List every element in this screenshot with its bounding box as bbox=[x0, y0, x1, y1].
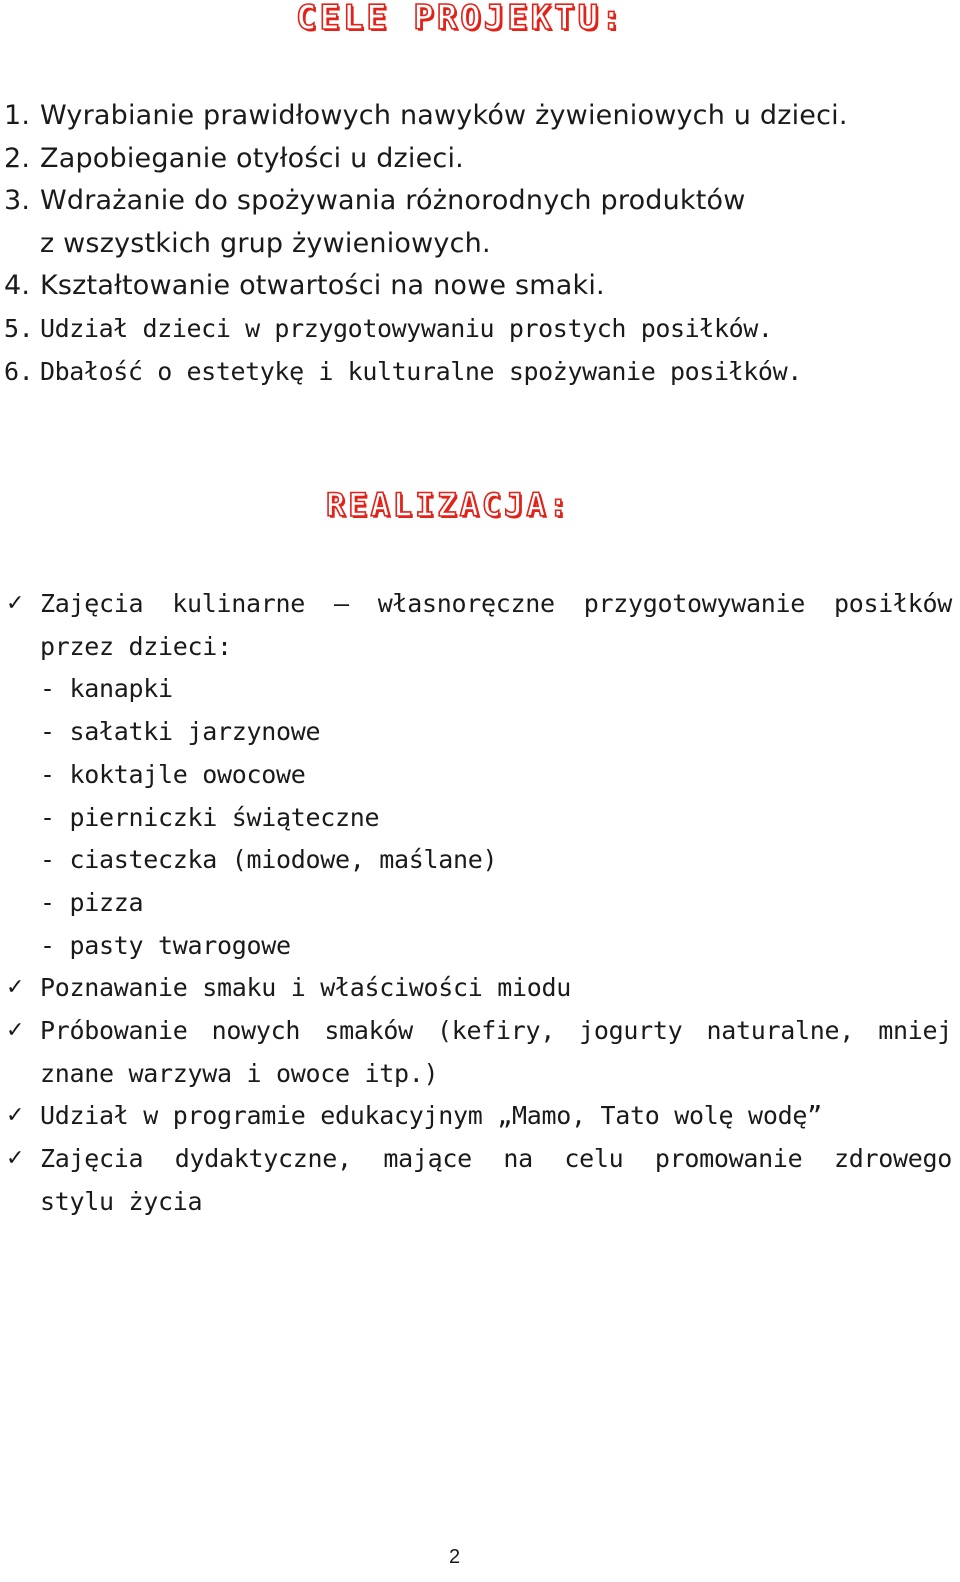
goal-text: Wyrabianie prawidłowych nawyków żywieniowych u dzieci. bbox=[40, 100, 848, 131]
goal-item bbox=[0, 351, 848, 394]
word: Zajęcia bbox=[40, 1144, 144, 1174]
word: Próbowanie bbox=[40, 1016, 188, 1046]
goal-number: 6. bbox=[4, 356, 34, 386]
sub-item: - kanapki bbox=[40, 674, 173, 704]
goal-number bbox=[0, 223, 40, 266]
goal-item bbox=[0, 95, 848, 138]
word: jogurty bbox=[579, 1016, 683, 1046]
realization-item bbox=[0, 967, 952, 1010]
sub-item: - pasty twarogowe bbox=[40, 930, 291, 960]
goal-item bbox=[0, 180, 848, 223]
goal-number: 3. bbox=[4, 185, 31, 217]
page-number: 2 bbox=[449, 1546, 461, 1568]
check-icon: ✓ bbox=[6, 1146, 25, 1172]
realization-heading: REALIZACJA: bbox=[326, 486, 571, 524]
goal-text: Wdrażanie do spożywania różnorodnych produktów bbox=[40, 185, 746, 217]
sub-item: - pizza bbox=[40, 887, 144, 917]
realization-item bbox=[0, 1095, 952, 1138]
item-text bbox=[40, 1138, 952, 1181]
word: celu bbox=[564, 1144, 624, 1174]
goal-number: 2. bbox=[4, 142, 31, 174]
check-icon: ✓ bbox=[6, 1018, 25, 1044]
check-icon: ✓ bbox=[6, 1103, 25, 1129]
goal-text: Kształtowanie otwartości na nowe smaki. bbox=[40, 270, 605, 302]
item-text bbox=[40, 1010, 952, 1053]
item-text: Poznawanie smaku i właściwości miodu bbox=[40, 973, 572, 1003]
realization-item bbox=[0, 1010, 952, 1095]
goal-item bbox=[0, 308, 848, 351]
word: Zajęcia bbox=[40, 589, 144, 618]
sub-item: - ciasteczka (miodowe, maślane) bbox=[40, 845, 498, 875]
realization-list bbox=[0, 583, 952, 1224]
word: zdrowego bbox=[833, 1144, 952, 1174]
goal-number: 1. bbox=[4, 100, 31, 131]
goal-text: z wszystkich grup żywieniowych. bbox=[40, 227, 491, 259]
word: mniej bbox=[878, 1016, 952, 1046]
word: nowych bbox=[211, 1016, 301, 1046]
word: mające bbox=[383, 1144, 472, 1174]
realization-item bbox=[0, 1138, 952, 1223]
item-text: stylu życia bbox=[40, 1186, 203, 1216]
word: przygotowywanie bbox=[583, 589, 805, 618]
sub-item: - sałatki jarzynowe bbox=[40, 717, 321, 747]
goal-number: 5. bbox=[4, 313, 34, 343]
item-text: znane warzywa i owoce itp.) bbox=[40, 1058, 439, 1088]
word: smaków bbox=[324, 1016, 413, 1046]
sub-item: - pierniczki świąteczne bbox=[40, 802, 380, 832]
item-text bbox=[40, 583, 952, 626]
word: naturalne, bbox=[706, 1016, 855, 1046]
goal-item bbox=[0, 138, 848, 181]
check-icon: ✓ bbox=[6, 591, 25, 616]
word: dydaktyczne, bbox=[174, 1144, 352, 1174]
word: promowanie bbox=[654, 1144, 803, 1174]
item-text: przez dzieci: bbox=[40, 631, 232, 661]
word: na bbox=[503, 1144, 533, 1174]
word: własnoręczne bbox=[377, 589, 555, 618]
goal-item-continuation bbox=[0, 223, 848, 266]
goal-number: 4. bbox=[4, 270, 31, 302]
goal-item bbox=[0, 265, 848, 308]
word: kulinarne bbox=[172, 589, 305, 618]
realization-item bbox=[0, 583, 952, 967]
goals-list bbox=[0, 95, 848, 393]
goal-text: Zapobieganie otyłości u dzieci. bbox=[40, 142, 464, 174]
word: posiłków bbox=[833, 589, 952, 618]
item-text: Udział w programie edukacyjnym „Mamo, Tato wolę wodę” bbox=[40, 1101, 822, 1131]
goals-heading: CELE PROJEKTU: bbox=[296, 0, 625, 38]
check-icon: ✓ bbox=[6, 975, 25, 1001]
goal-text: Udział dzieci w przygotowywaniu prostych posiłków. bbox=[40, 313, 773, 343]
word: – bbox=[333, 589, 349, 618]
word: (kefiry, bbox=[436, 1016, 555, 1046]
goal-text: Dbałość o estetykę i kulturalne spożywanie posiłków. bbox=[40, 356, 802, 386]
sub-item: - koktajle owocowe bbox=[40, 759, 306, 789]
